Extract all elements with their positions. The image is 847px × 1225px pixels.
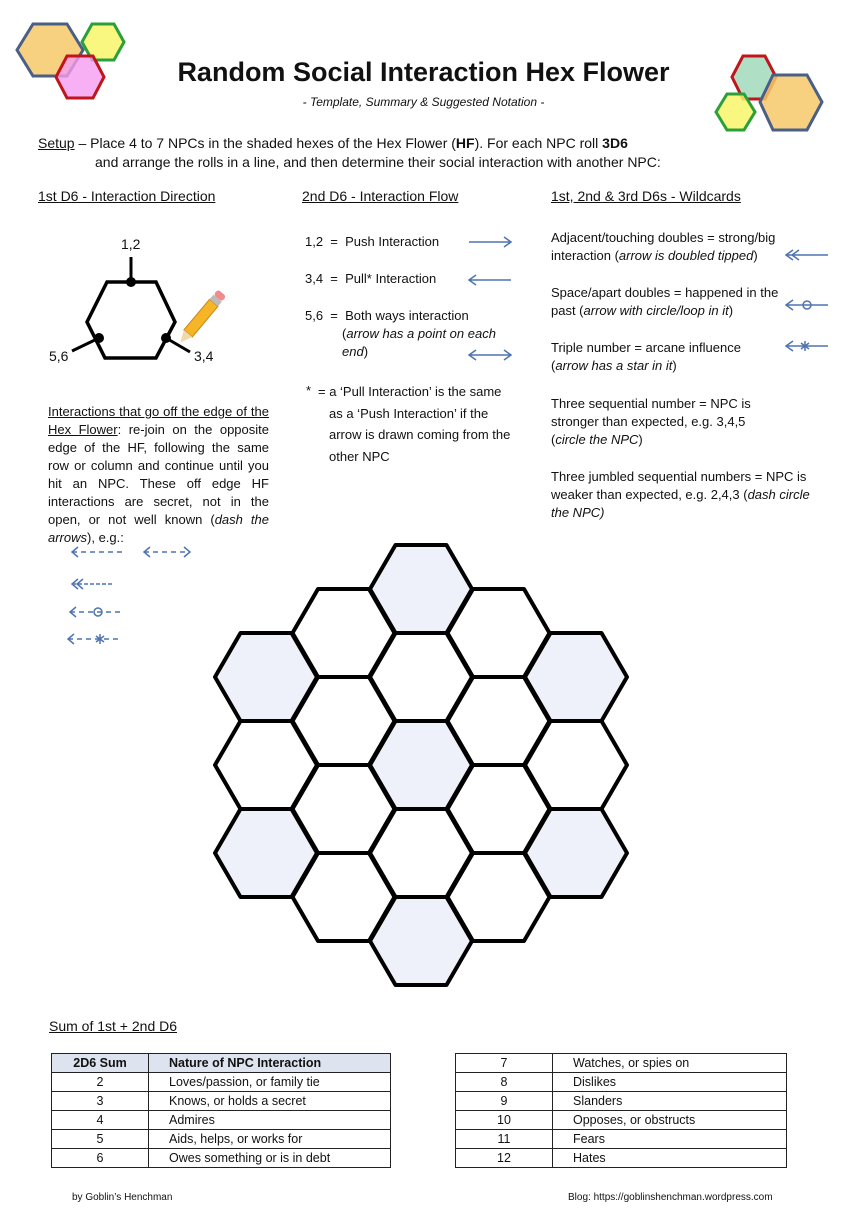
sum-cell: 6 bbox=[52, 1149, 149, 1168]
page-subtitle: - Template, Summary & Suggested Notation - bbox=[302, 95, 545, 109]
flow-roll: 5,6 bbox=[305, 308, 324, 323]
setup-hf: HF bbox=[455, 135, 475, 151]
nature-cell: Watches, or spies on bbox=[553, 1054, 787, 1073]
direction-label-12: 1,2 bbox=[121, 236, 141, 252]
wildcard-text: Adjacent/touching doubles = strong/big interaction ( bbox=[551, 230, 776, 263]
nature-cell: Fears bbox=[553, 1130, 787, 1149]
note-paren: ( bbox=[342, 326, 347, 341]
flow-text: Both ways interaction bbox=[345, 308, 469, 323]
sum-cell: 3 bbox=[52, 1092, 149, 1111]
setup-dice: 3D6 bbox=[602, 135, 628, 151]
setup-label: Setup bbox=[38, 135, 75, 151]
nature-cell: Dislikes bbox=[553, 1073, 787, 1092]
table-row bbox=[456, 1111, 787, 1130]
setup-text: – Place 4 to 7 NPCs in the shaded hexes of the Hex Flower ( bbox=[74, 135, 456, 151]
flow-item-push: 1,2 = Push Interaction bbox=[305, 234, 440, 249]
wildcard-text: Three jumbled sequential numbers = NPC is weaker than expected, e.g. 2,4,3 ( bbox=[551, 469, 807, 502]
interaction-table-right bbox=[455, 1053, 787, 1168]
wildcard-text: ) bbox=[672, 358, 677, 373]
flow-roll: 1,2 bbox=[305, 234, 324, 249]
table-row bbox=[456, 1073, 787, 1092]
sum-cell: 10 bbox=[456, 1111, 553, 1130]
table-row bbox=[52, 1149, 391, 1168]
flow-item-both: 5,6 = Both ways interaction bbox=[305, 308, 469, 323]
edge-rule-italic: dash the arrows bbox=[48, 512, 269, 545]
wildcard-text: ) bbox=[728, 303, 734, 318]
wildcard-italic: dash circle the NPC) bbox=[551, 487, 810, 520]
table-row bbox=[52, 1073, 391, 1092]
wildcard-text: ) bbox=[638, 432, 643, 447]
footnote-body: = a ‘Pull Interaction’ is the same as a ‘Push Interaction’ if the arrow is drawn coming from the other NPC bbox=[318, 384, 511, 464]
sum-cell: 9 bbox=[456, 1092, 553, 1111]
table-header-row bbox=[52, 1054, 391, 1073]
wildcard-italic: arrow has a star in it bbox=[555, 358, 673, 373]
wildcard-italic: arrow is doubled tipped bbox=[618, 248, 754, 263]
setup-text: and arrange the rolls in a line, and then determine their social interaction with another NPC: bbox=[95, 154, 661, 170]
footer-blog: Blog: https://goblinshenchman.wordpress.com bbox=[568, 1192, 773, 1203]
nature-cell: Opposes, or obstructs bbox=[553, 1111, 787, 1130]
col-sum-header: 2D6 Sum bbox=[52, 1054, 149, 1073]
note-italic: arrow has a point on each end bbox=[342, 326, 496, 359]
interaction-table-left bbox=[51, 1053, 391, 1168]
flow-roll: 3,4 bbox=[305, 271, 324, 286]
table-row bbox=[456, 1130, 787, 1149]
nature-cell: Admires bbox=[149, 1111, 391, 1130]
page-title: Random Social Interaction Hex Flower bbox=[177, 57, 670, 87]
nature-cell: Hates bbox=[553, 1149, 787, 1168]
flow-text: Pull* Interaction bbox=[345, 271, 437, 286]
sum-cell: 11 bbox=[456, 1130, 553, 1149]
table-row bbox=[456, 1149, 787, 1168]
wildcards-heading: 1st, 2nd & 3rd D6s - Wildcards bbox=[551, 188, 741, 204]
table-row bbox=[52, 1092, 391, 1111]
edge-rule-title: Interactions that go off the edge of the Hex Flower bbox=[48, 404, 269, 437]
table-heading: Sum of 1st + 2nd D6 bbox=[49, 1018, 178, 1034]
nature-cell: Loves/passion, or family tie bbox=[149, 1073, 391, 1092]
table-row bbox=[52, 1130, 391, 1149]
nature-cell: Knows, or holds a secret bbox=[149, 1092, 391, 1111]
edge-rule-text: : re-join on the opposite edge of the HF, following the same row or column and continue until you hit an NPC. These off edge HF interactions are secret, not in the open, or not well known ( bbox=[48, 422, 269, 527]
setup-text: ). For each NPC roll bbox=[474, 135, 603, 151]
sum-cell: 8 bbox=[456, 1073, 553, 1092]
footer-author: by Goblin’s Henchman bbox=[72, 1192, 173, 1203]
wildcard-text: Three sequential number = NPC is stronger than expected, e.g. 3,4,5 ( bbox=[551, 396, 751, 447]
nature-cell: Slanders bbox=[553, 1092, 787, 1111]
sum-cell: 4 bbox=[52, 1111, 149, 1130]
flow-text: Push Interaction bbox=[345, 234, 440, 249]
nature-cell: Aids, helps, or works for bbox=[149, 1130, 391, 1149]
sum-cell: 2 bbox=[52, 1073, 149, 1092]
wildcard-italic: circle the NPC bbox=[555, 432, 639, 447]
direction-label-56: 5,6 bbox=[49, 348, 69, 364]
footnote-mark: * bbox=[306, 383, 312, 398]
wildcard-text: Space/apart doubles = happened in the past ( bbox=[551, 285, 779, 318]
sum-cell: 5 bbox=[52, 1130, 149, 1149]
table-row bbox=[52, 1111, 391, 1130]
note-paren: ) bbox=[363, 344, 369, 359]
col-nature-header: Nature of NPC Interaction bbox=[149, 1054, 391, 1073]
wildcard-text: Triple number = arcane influence ( bbox=[551, 340, 741, 373]
direction-heading: 1st D6 - Interaction Direction bbox=[38, 188, 216, 204]
edge-rule-text: ), e.g.: bbox=[87, 530, 124, 545]
sum-cell: 12 bbox=[456, 1149, 553, 1168]
nature-cell: Owes something or is in debt bbox=[149, 1149, 391, 1168]
sum-cell: 7 bbox=[456, 1054, 553, 1073]
direction-label-34: 3,4 bbox=[194, 348, 214, 364]
wildcard-italic: arrow with circle/loop in it bbox=[583, 303, 729, 318]
flow-heading: 2nd D6 - Interaction Flow bbox=[302, 188, 459, 204]
wildcard-text: ) bbox=[753, 248, 758, 263]
table-row bbox=[456, 1054, 787, 1073]
flow-item-pull: 3,4 = Pull* Interaction bbox=[305, 271, 437, 286]
table-row bbox=[456, 1092, 787, 1111]
